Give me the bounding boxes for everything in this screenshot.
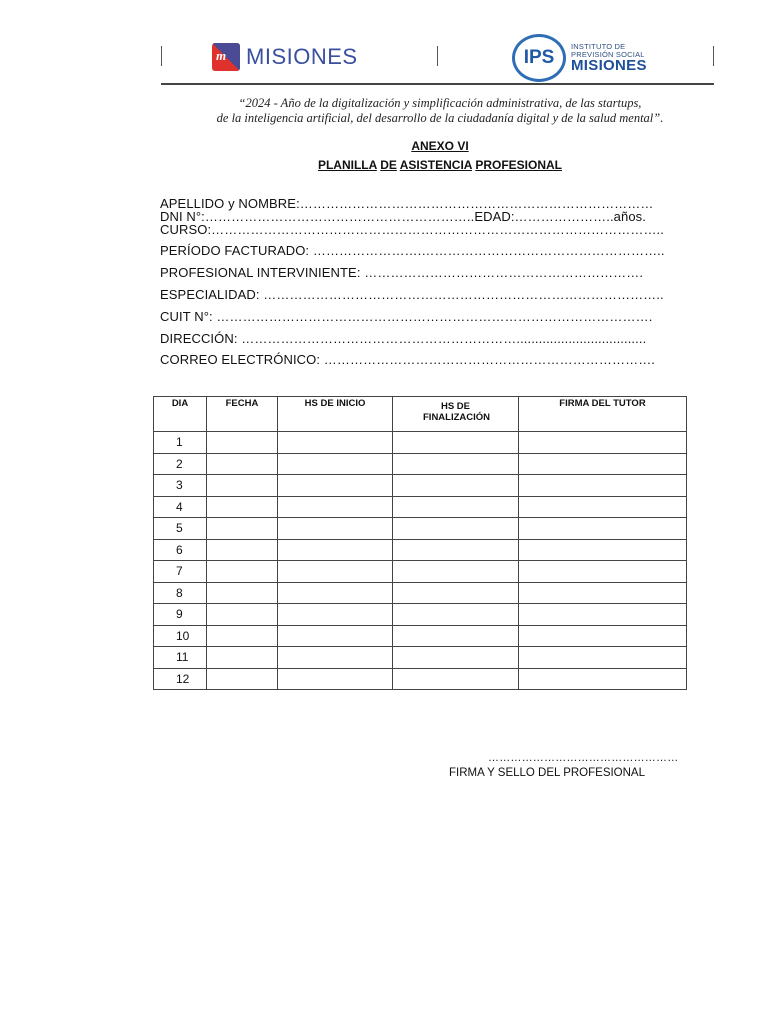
- hs-inicio-cell[interactable]: [278, 475, 393, 497]
- hs-inicio-cell[interactable]: [278, 496, 393, 518]
- firma-tutor-cell[interactable]: [519, 561, 687, 583]
- year-motto-line2: de la inteligencia artificial, del desarrollo de la ciudadanía digital y de la salud mental”.: [216, 111, 664, 125]
- title-word-4: PROFESIONAL: [475, 158, 563, 172]
- table-row: [154, 496, 687, 518]
- fecha-cell[interactable]: [207, 453, 278, 475]
- ips-logo-line1: INSTITUTO DE: [571, 42, 626, 51]
- header-divider-right: [713, 46, 714, 66]
- table-row: [154, 518, 687, 540]
- attendance-table: [153, 396, 687, 690]
- hs-finalizacion-cell[interactable]: [393, 496, 519, 518]
- fecha-cell[interactable]: [207, 496, 278, 518]
- fecha-cell[interactable]: [207, 582, 278, 604]
- correo-electronico-field[interactable]: CORREO ELECTRÓNICO: ………………………………………………………………….: [160, 352, 656, 367]
- hs-finalizacion-cell[interactable]: [393, 475, 519, 497]
- day-cell: 4: [154, 496, 207, 518]
- fecha-cell[interactable]: [207, 518, 278, 540]
- fecha-cell[interactable]: [207, 432, 278, 454]
- page-title: [160, 158, 720, 172]
- firma-tutor-cell[interactable]: [519, 518, 687, 540]
- header-dia: DIA: [154, 397, 207, 432]
- table-row: [154, 668, 687, 690]
- fecha-cell[interactable]: [207, 475, 278, 497]
- header-hs-inicio: HS DE INICIO: [278, 397, 393, 432]
- fecha-cell[interactable]: [207, 647, 278, 669]
- day-cell: 3: [154, 475, 207, 497]
- firma-tutor-cell[interactable]: [519, 475, 687, 497]
- firma-tutor-cell[interactable]: [519, 539, 687, 561]
- signature-line[interactable]: ……………………………………………: [488, 752, 679, 764]
- hs-finalizacion-cell[interactable]: [393, 582, 519, 604]
- hs-finalizacion-cell[interactable]: [393, 625, 519, 647]
- table-row: [154, 539, 687, 561]
- title-word-3: ASISTENCIA: [399, 158, 472, 172]
- ips-logo: [512, 36, 647, 80]
- table-header-row: [154, 397, 687, 432]
- curso-field[interactable]: CURSO:…………………………………………………………………………………………..: [160, 222, 664, 237]
- header-hs-finalizacion: HS DE FINALIZACIÓN: [393, 397, 519, 432]
- day-cell: 10: [154, 625, 207, 647]
- fecha-cell[interactable]: [207, 668, 278, 690]
- year-motto-line1: “2024 - Año de la digitalización y simplificación administrativa, de las startups,: [238, 96, 642, 110]
- header-divider-middle: [437, 46, 438, 66]
- hs-inicio-cell[interactable]: [278, 668, 393, 690]
- profesional-interviniente-field[interactable]: PROFESIONAL INTERVINIENTE: ……………………………………………………….: [160, 265, 644, 280]
- annex-title: ANEXO VI: [411, 139, 469, 153]
- hs-finalizacion-cell[interactable]: [393, 604, 519, 626]
- firma-tutor-cell[interactable]: [519, 453, 687, 475]
- misiones-logo-icon: m: [212, 43, 240, 71]
- title-word-1: PLANILLA: [317, 158, 377, 172]
- firma-tutor-cell[interactable]: [519, 604, 687, 626]
- ips-logo-abbr: IPS: [523, 47, 555, 68]
- hs-finalizacion-cell[interactable]: [393, 668, 519, 690]
- table-row: [154, 647, 687, 669]
- hs-inicio-cell[interactable]: [278, 604, 393, 626]
- periodo-facturado-field[interactable]: PERÍODO FACTURADO: …………………….………………………………………………..: [160, 243, 665, 258]
- firma-tutor-cell[interactable]: [519, 625, 687, 647]
- firma-tutor-cell[interactable]: [519, 432, 687, 454]
- hs-finalizacion-cell[interactable]: [393, 432, 519, 454]
- ips-logo-line3: MISIONES: [571, 57, 647, 74]
- misiones-logo: [212, 42, 358, 72]
- header-fecha: FECHA: [207, 397, 278, 432]
- dni-edad-field[interactable]: DNI N°:……………………………………………………..EDAD:…………………..años.: [160, 209, 646, 224]
- table-row: [154, 604, 687, 626]
- hs-finalizacion-cell[interactable]: [393, 561, 519, 583]
- hs-inicio-cell[interactable]: [278, 582, 393, 604]
- ips-logo-line2: PREVISIÓN SOCIAL: [571, 49, 645, 59]
- firma-tutor-cell[interactable]: [519, 496, 687, 518]
- day-cell: 1: [154, 432, 207, 454]
- table-row: [154, 453, 687, 475]
- hs-inicio-cell[interactable]: [278, 561, 393, 583]
- title-word-2: DE: [380, 158, 397, 172]
- firma-tutor-cell[interactable]: [519, 668, 687, 690]
- day-cell: 11: [154, 647, 207, 669]
- table-row: [154, 625, 687, 647]
- signature-label: FIRMA Y SELLO DEL PROFESIONAL: [449, 767, 645, 779]
- fecha-cell[interactable]: [207, 625, 278, 647]
- apellido-nombre-field[interactable]: APELLIDO y NOMBRE:………………………………………………………………………: [160, 196, 654, 211]
- table-row: [154, 582, 687, 604]
- day-cell: 2: [154, 453, 207, 475]
- table-row: [154, 475, 687, 497]
- table-row: [154, 432, 687, 454]
- table-body: [154, 432, 687, 690]
- fecha-cell[interactable]: [207, 604, 278, 626]
- header-rule: [161, 83, 714, 85]
- direccion-field[interactable]: DIRECCIÓN: ………………………………………………………...................................: [160, 331, 647, 346]
- fecha-cell[interactable]: [207, 561, 278, 583]
- firma-tutor-cell[interactable]: [519, 582, 687, 604]
- header-firma-tutor: FIRMA DEL TUTOR: [519, 397, 687, 432]
- day-cell: 6: [154, 539, 207, 561]
- misiones-logo-text: MISIONES: [246, 44, 358, 69]
- especialidad-field[interactable]: ESPECIALIDAD: ………………………………………………………………………………..: [160, 287, 664, 302]
- day-cell: 8: [154, 582, 207, 604]
- header-divider-left: [161, 46, 162, 66]
- firma-tutor-cell[interactable]: [519, 647, 687, 669]
- day-cell: 9: [154, 604, 207, 626]
- hs-finalizacion-cell[interactable]: [393, 647, 519, 669]
- hs-inicio-cell[interactable]: [278, 625, 393, 647]
- hs-finalizacion-cell[interactable]: [393, 453, 519, 475]
- table-row: [154, 561, 687, 583]
- ips-logo-icon: [512, 34, 566, 82]
- year-motto: [160, 96, 720, 126]
- day-cell: 7: [154, 561, 207, 583]
- day-cell: 5: [154, 518, 207, 540]
- hs-inicio-cell[interactable]: [278, 647, 393, 669]
- hs-finalizacion-cell[interactable]: [393, 518, 519, 540]
- hs-inicio-cell[interactable]: [278, 518, 393, 540]
- ips-logo-text: [571, 43, 647, 73]
- hs-inicio-cell[interactable]: [278, 432, 393, 454]
- hs-inicio-cell[interactable]: [278, 539, 393, 561]
- day-cell: 12: [154, 668, 207, 690]
- fecha-cell[interactable]: [207, 539, 278, 561]
- hs-inicio-cell[interactable]: [278, 453, 393, 475]
- cuit-field[interactable]: CUIT N°: ……………………………………………………………………………………….: [160, 309, 653, 324]
- hs-finalizacion-cell[interactable]: [393, 539, 519, 561]
